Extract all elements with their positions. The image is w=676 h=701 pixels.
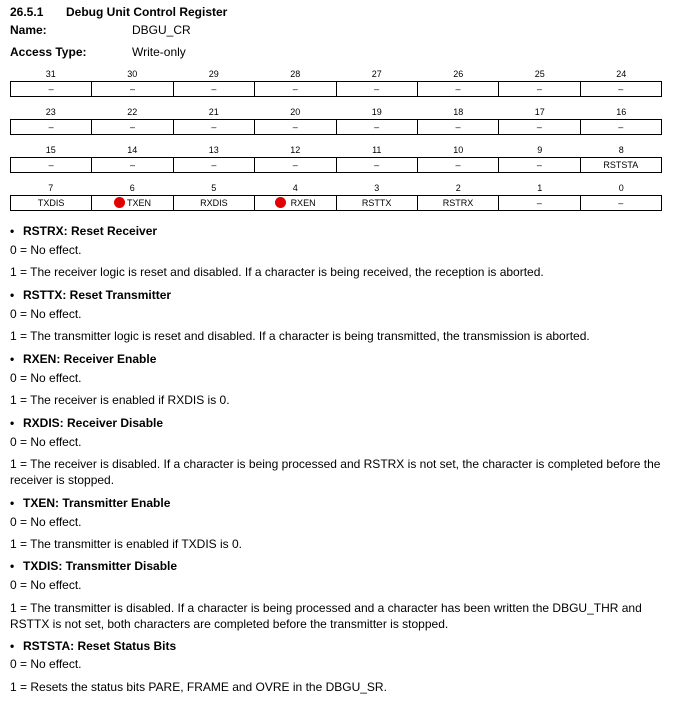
register-name: DBGU_CR [132, 23, 191, 37]
bit-field-cell: – [337, 82, 418, 96]
bit-field-cell: – [581, 82, 662, 96]
bit-number: 18 [453, 107, 464, 117]
field-one-desc: 1 = The transmitter is enabled if TXDIS is 0. [10, 537, 242, 551]
section-number: 26.5.1 [10, 5, 44, 19]
field-zero-desc: 0 = No effect. [10, 657, 82, 671]
bit-field-cell-txen [92, 196, 173, 210]
field-heading-text: TXEN: Transmitter Enable [23, 496, 171, 510]
bit-field-label: RXEN [290, 198, 316, 208]
field-zero-desc: 0 = No effect. [10, 307, 82, 321]
bit-number: 30 [127, 69, 138, 79]
field-one-desc: 1 = Resets the status bits PARE, FRAME and OVRE in the DBGU_SR. [10, 680, 387, 694]
red-dot-icon [275, 197, 286, 208]
name-label: Name: [10, 23, 47, 37]
bit-field-cell-rststa: RSTSTA [581, 158, 662, 172]
bit-number: 20 [290, 107, 301, 117]
bit-field-cell: – [337, 120, 418, 134]
bit-number-row [10, 144, 662, 156]
field-heading-text: RXEN: Receiver Enable [23, 352, 157, 366]
bit-field-row [10, 195, 662, 211]
bit-field-cell-rxdis: RXDIS [174, 196, 255, 210]
bit-field-row [10, 157, 662, 173]
access-type-value: Write-only [132, 45, 186, 59]
bit-field-cell-rsttx: RSTTX [337, 196, 418, 210]
bit-field-cell: – [174, 158, 255, 172]
bit-field-cell: – [174, 120, 255, 134]
bit-number: 9 [537, 145, 543, 155]
bit-field-cell: – [337, 158, 418, 172]
bit-field-cell: – [11, 82, 92, 96]
bit-field-cell: – [499, 196, 580, 210]
bit-number: 1 [537, 183, 543, 193]
bit-number: 5 [211, 183, 217, 193]
bit-field-cell: – [499, 158, 580, 172]
bit-field-cell: – [92, 82, 173, 96]
bit-field-cell-txdis: TXDIS [11, 196, 92, 210]
bit-number: 26 [453, 69, 464, 79]
bit-number: 24 [616, 69, 627, 79]
field-heading-txen [10, 496, 170, 510]
field-heading-text: RSTRX: Reset Receiver [23, 224, 158, 238]
bit-number-row [10, 68, 662, 80]
bit-number: 22 [127, 107, 138, 117]
bullet-icon: • [10, 559, 15, 573]
bit-field-cell-rxen [255, 196, 336, 210]
bit-number: 29 [208, 69, 219, 79]
bit-field-cell: – [11, 158, 92, 172]
bit-field-cell: – [174, 82, 255, 96]
bit-number: 17 [534, 107, 545, 117]
bit-number: 19 [371, 107, 382, 117]
bit-field-cell: – [418, 120, 499, 134]
field-zero-desc: 0 = No effect. [10, 435, 82, 449]
field-zero-desc: 0 = No effect. [10, 578, 82, 592]
field-zero-desc: 0 = No effect. [10, 515, 82, 529]
bullet-icon: • [10, 224, 15, 238]
bit-field-cell: – [92, 158, 173, 172]
bit-number: 21 [208, 107, 219, 117]
field-one-desc: 1 = The transmitter logic is reset and disabled. If a character is being transmitted, the transmission is aborted. [10, 329, 590, 343]
field-heading-text: RSTSTA: Reset Status Bits [23, 639, 177, 653]
field-heading-text: RXDIS: Receiver Disable [23, 416, 164, 430]
bit-field-row [10, 119, 662, 135]
bit-field-cell: – [92, 120, 173, 134]
bit-field-cell: – [255, 120, 336, 134]
access-type-label: Access Type: [10, 45, 87, 59]
field-heading-txdis [10, 559, 177, 573]
bit-number: 11 [372, 145, 382, 155]
bit-field-label: TXEN [127, 198, 152, 208]
bit-number: 28 [290, 69, 301, 79]
bit-number: 3 [374, 183, 380, 193]
bit-number: 8 [618, 145, 624, 155]
red-dot-icon [114, 197, 125, 208]
field-one-desc: 1 = The receiver logic is reset and disabled. If a character is being received, the reception is aborted. [10, 265, 544, 279]
bit-field-cell-rstrx: RSTRX [418, 196, 499, 210]
field-one-desc: 1 = The receiver is disabled. If a character is being processed and RSTRX is not set, the character is completed before the receiver is stopped. [10, 457, 661, 487]
bit-number: 7 [48, 183, 54, 193]
bit-number: 12 [290, 145, 301, 155]
bit-field-cell: – [255, 82, 336, 96]
bit-field-cell: – [581, 196, 662, 210]
field-one-desc: 1 = The transmitter is disabled. If a character is being processed and a character has been written the DBGU_THR and RSTTX is not set, both characters are completed before the transmitter is stopped. [10, 601, 642, 631]
field-heading-text: RSTTX: Reset Transmitter [23, 288, 172, 302]
bit-field-cell: – [581, 120, 662, 134]
bit-number: 10 [453, 145, 464, 155]
bit-number-row [10, 106, 662, 118]
bullet-icon: • [10, 496, 15, 510]
bit-field-cell: – [255, 158, 336, 172]
bit-number-row [10, 182, 662, 194]
field-heading-rxdis [10, 416, 163, 430]
bullet-icon: • [10, 352, 15, 366]
bit-field-cell: – [418, 158, 499, 172]
field-heading-text: TXDIS: Transmitter Disable [23, 559, 178, 573]
bit-field-cell: – [499, 120, 580, 134]
field-heading-rxen [10, 352, 156, 366]
bit-number: 0 [618, 183, 624, 193]
bit-number: 25 [534, 69, 545, 79]
bit-number: 6 [129, 183, 135, 193]
bit-number: 15 [45, 145, 56, 155]
bit-number: 2 [455, 183, 461, 193]
bit-number: 27 [371, 69, 382, 79]
bullet-icon: • [10, 639, 15, 653]
field-one-desc: 1 = The receiver is enabled if RXDIS is 0. [10, 393, 230, 407]
bit-number: 4 [292, 183, 298, 193]
bit-field-cell: – [11, 120, 92, 134]
field-heading-rstrx [10, 224, 157, 238]
bit-field-cell: – [418, 82, 499, 96]
bit-number: 31 [45, 69, 56, 79]
bit-field-row [10, 81, 662, 97]
bit-number: 13 [208, 145, 219, 155]
field-heading-rsttx [10, 288, 171, 302]
field-zero-desc: 0 = No effect. [10, 371, 82, 385]
page-title: Debug Unit Control Register [66, 5, 228, 19]
bit-number: 23 [45, 107, 56, 117]
bullet-icon: • [10, 288, 15, 302]
bit-number: 16 [616, 107, 627, 117]
field-heading-rststa [10, 639, 176, 653]
bit-field-cell: – [499, 82, 580, 96]
bit-number: 14 [127, 145, 138, 155]
bullet-icon: • [10, 416, 15, 430]
field-zero-desc: 0 = No effect. [10, 243, 82, 257]
